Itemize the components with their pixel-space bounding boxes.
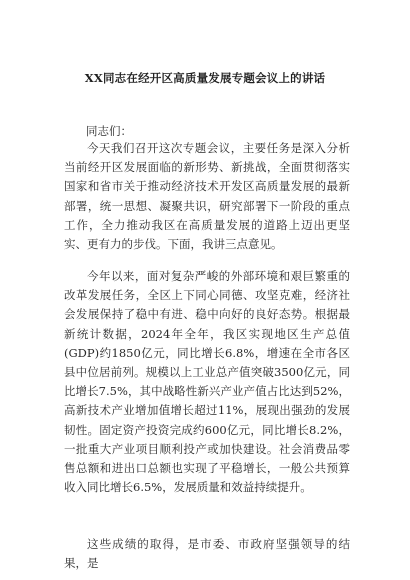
- document-title: XX同志在经开区高质量发展专题会议上的讲话: [84, 71, 326, 85]
- paragraph-intro: 今天我们召开这次专题会议，主要任务是深入分析当前经开区发展面临的新形势、新挑战，全面贯彻落实国家和省市关于推动经济技术开发区高质量发展的最新部署，统一思想、凝聚共识，研究部署下一阶段的重点工作，全力推动我区在高质量发展的道路上迈出更坚实、更有力的步伐。下面，我讲三点意见。: [64, 141, 350, 252]
- paragraph-conclusion-start: 这些成绩的取得，是市委、市政府坚强领导的结果，是: [64, 537, 350, 571]
- salutation: 同志们：: [86, 124, 132, 138]
- paragraph-achievements: 今年以来，面对复杂严峻的外部环境和艰巨繁重的改革发展任务，全区上下同心同德、攻坚克难，经济社会发展保持了稳中有进、稳中向好的良好态势。根据最新统计数据，2024年全年，我区实现地区生产总值(GDP)约1850亿元，同比增长6.8%，增速在全市各区县中位居前列。规模以上工业总产值突破3500亿元，同比增长7.5%，其中战略性新兴产业产值占比达到52%，高新技术产业增加值增长超过11%，展现出强劲的发展韧性。固定资产投资完成约600亿元，同比增长8.2%，一批重大产业项目顺利投产或加快建设。社会消费品零售总额和进出口总额也实现了平稳增长，一般公共预算收入同比增长6.5%，发展质量和效益持续提升。: [64, 269, 350, 495]
